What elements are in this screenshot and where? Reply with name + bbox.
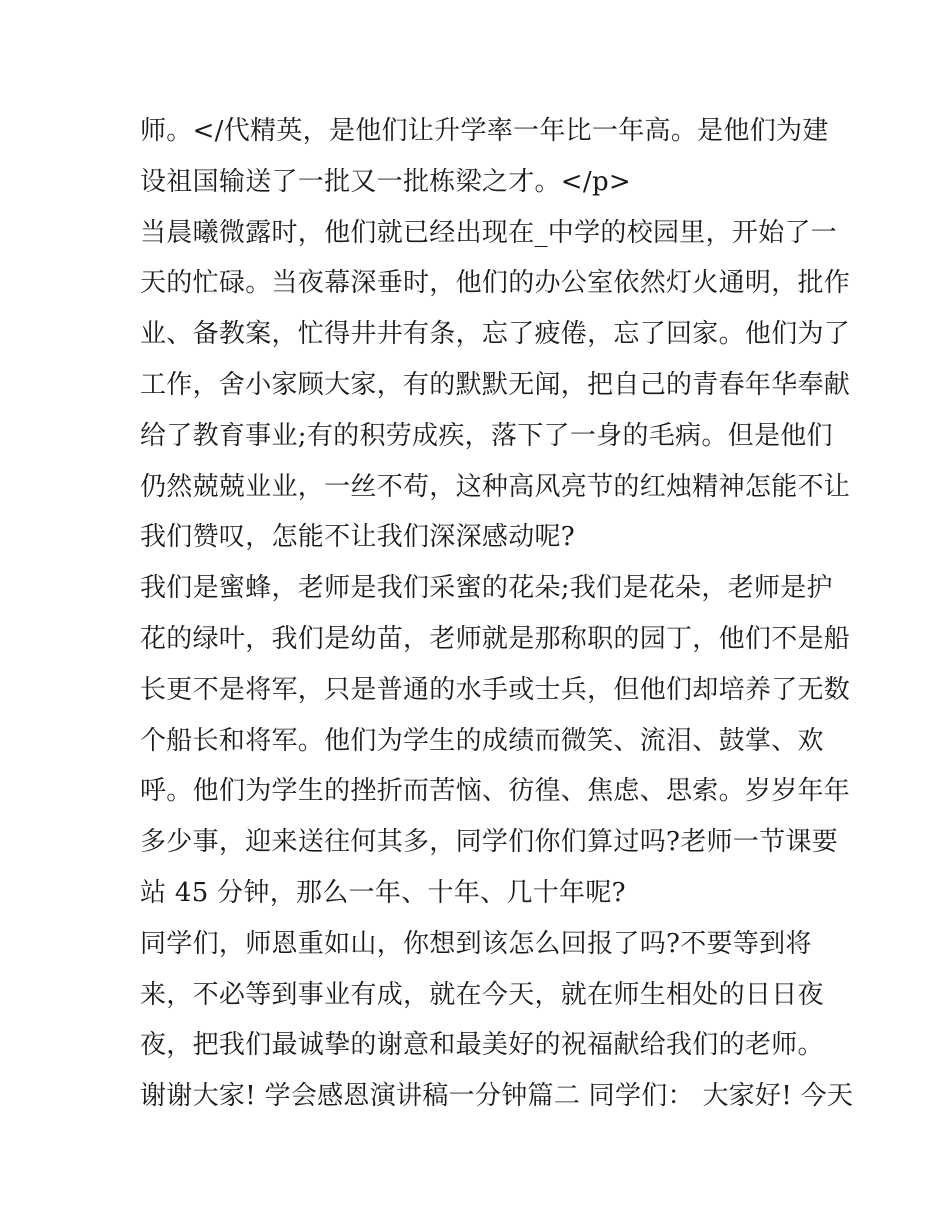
text-line: 夜，把我们最诚挚的谢意和最美好的祝福献给我们的老师。 xyxy=(140,1030,824,1061)
text-line: 我们赞叹，怎能不让我们深深感动呢? xyxy=(140,522,576,553)
text-line: 长更不是将军，只是普通的水手或士兵，但他们却培养了无数 xyxy=(140,674,851,705)
text-line: 花的绿叶，我们是幼苗，老师就是那称职的园丁，他们不是船 xyxy=(140,623,851,654)
text-line: 工作，舍小家顾大家，有的默默无闻，把自己的青春年华奉献 xyxy=(140,369,851,400)
text-line: 师。</代精英，是他们让升学率一年比一年高。是他们为建 xyxy=(140,116,829,146)
text-line: 仍然兢兢业业，一丝不苟，这种高风亮节的红烛精神怎能不让 xyxy=(140,471,851,502)
text-line: 呼。他们为学生的挫折而苦恼、彷徨、焦虑、思索。岁岁年年 xyxy=(140,776,851,807)
text-line: 个船长和将军。他们为学生的成绩而微笑、流泪、鼓掌、欢 xyxy=(140,725,824,756)
text-line: 给了教育事业;有的积劳成疾，落下了一身的毛病。但是他们 xyxy=(140,420,833,451)
document-body xyxy=(140,106,854,1122)
text-line: 站 45 分钟，那么一年、十年、几十年呢? xyxy=(140,877,626,908)
text-line: 谢谢大家! 学会感恩演讲稿一分钟篇二 同学们： 大家好! 今天 xyxy=(140,1081,854,1112)
text-line: 多少事，迎来送往何其多，同学们你们算过吗?老师一节课要 xyxy=(140,827,839,858)
text-line: 天的忙碌。当夜幕深垂时，他们的办公室依然灯火通明，批作 xyxy=(140,268,851,299)
text-line: 我们是蜜蜂，老师是我们采蜜的花朵;我们是花朵，老师是护 xyxy=(140,573,833,604)
text-line: 设祖国输送了一批又一批栋梁之才。</p> xyxy=(140,166,631,197)
text-line: 业、备教案，忙得井井有条，忘了疲倦，忘了回家。他们为了 xyxy=(140,319,851,350)
text-line: 当晨曦微露时，他们就已经出现在_中学的校园里，开始了一 xyxy=(140,217,838,248)
text-line: 来，不必等到事业有成，就在今天，就在师生相处的日日夜 xyxy=(140,979,824,1010)
text-line: 同学们，师恩重如山，你想到该怎么回报了吗?不要等到将 xyxy=(140,928,812,959)
